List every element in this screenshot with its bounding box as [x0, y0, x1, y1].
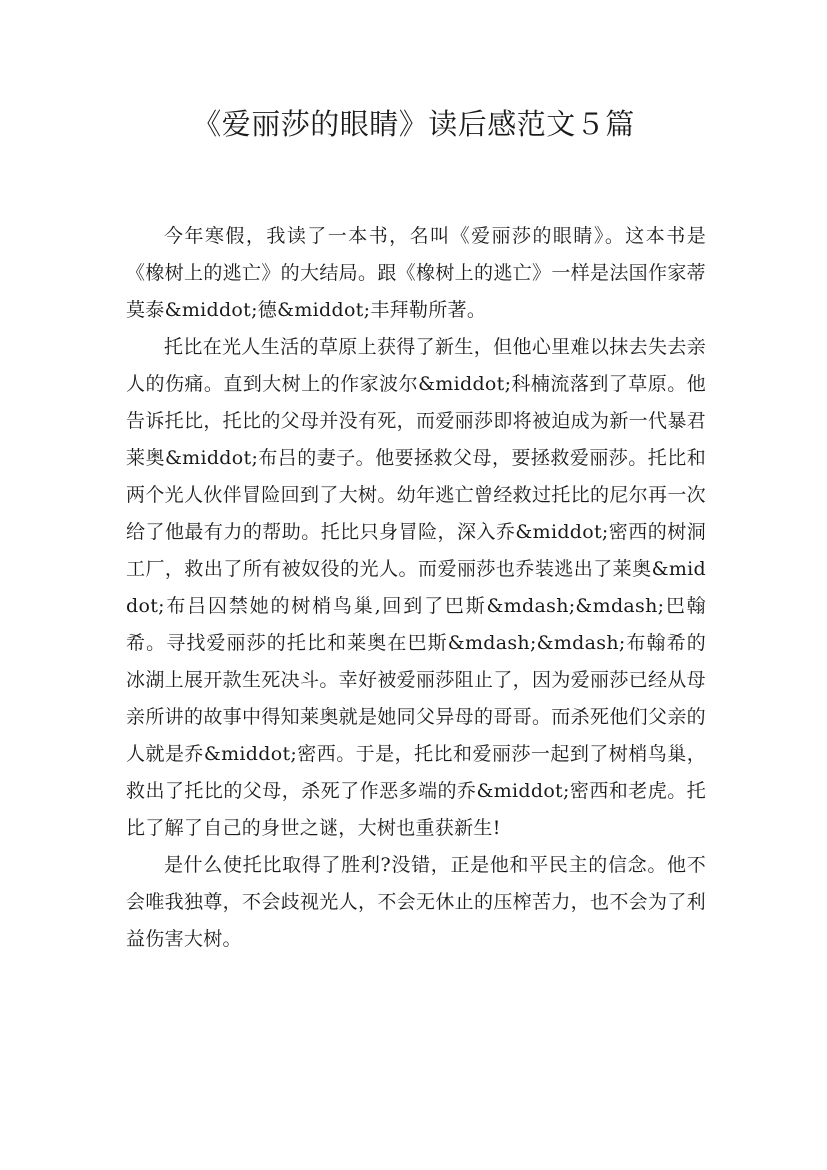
document-title: 《爱丽莎的眼睛》读后感范文５篇 — [192, 107, 635, 141]
paragraph: 今年寒假，我读了一本书，名叫《爱丽莎的眼睛》。这本书是《橡树上的逃亡》的大结局。跟《橡树上的逃亡》一样是法国作家蒂莫泰&middot;德&middot;丰拜勒所著。 — [126, 225, 706, 321]
document-body — [126, 218, 706, 958]
paragraph: 托比在光人生活的草原上获得了新生，但他心里难以抹去失去亲人的伤痛。直到大树上的作家波尔&middot;科楠流落到了草原。他告诉托比，托比的父母并没有死，而爱丽莎即将被迫成为新一代暴君莱奥&middot;布吕的妻子。他要拯救父母，要拯救爱丽莎。托比和两个光人伙伴冒险回到了大树。幼年逃亡曾经救过托比的尼尔再一次给了他最有力的帮助。托比只身冒险，深入乔&middot;密西的树洞工厂，救出了所有被奴役的光人。而爱丽莎也乔装逃出了莱奥&middot;布吕囚禁她的树梢鸟巢,回到了巴斯&mdash;&mdash;巴翰希。寻找爱丽莎的托比和莱奥在巴斯&mdash;&mdash;布翰希的冰湖上展开款生死决斗。幸好被爱丽莎阻止了，因为爱丽莎已经从母亲所讲的故事中得知莱奥就是她同父异母的哥哥。而杀死他们父亲的人就是乔&middot;密西。于是，托比和爱丽莎一起到了树梢鸟巢，救出了托比的父母，杀死了作恶多端的乔&middot;密西和老虎。托比了解了自己的身世之谜，大树也重获新生! — [126, 336, 706, 839]
paragraph: 是什么使托比取得了胜利?没错，正是他和平民主的信念。他不会唯我独尊，不会歧视光人，不会无休止的压榨苦力，也不会为了利益伤害大树。 — [126, 854, 706, 950]
